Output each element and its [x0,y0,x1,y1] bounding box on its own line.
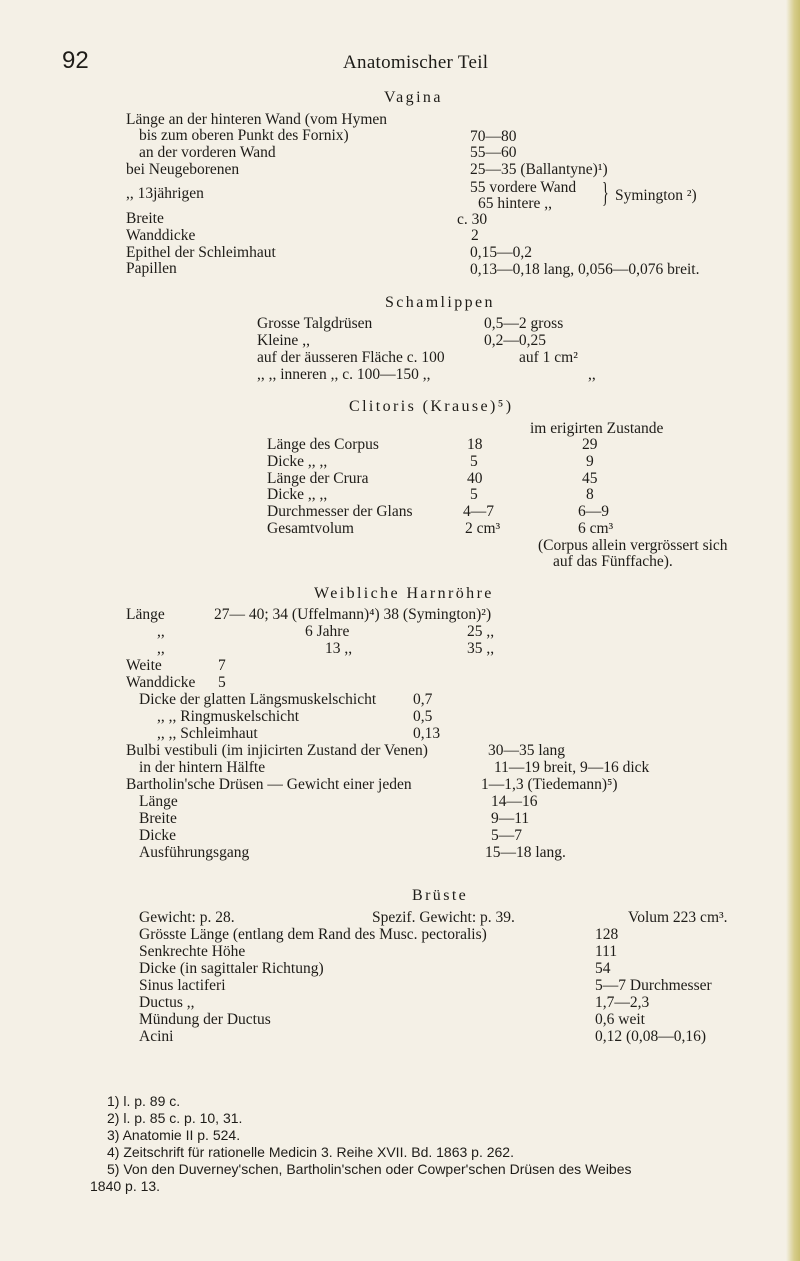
brueste-label: Ductus ,, [139,994,195,1011]
brueste-value: 128 [595,926,619,943]
brueste-value: 0,12 (0,08—0,16) [595,1028,707,1045]
harnroehre-value: 0,7 [413,691,433,708]
clitoris-value-erect: 6—9 [578,503,609,520]
clitoris-label: Gesamtvolum [267,520,354,537]
clitoris-label: Dicke ,, ,, [267,486,328,503]
clitoris-value: 2 cm³ [465,520,501,537]
schamlippen-value: 0,5—2 gross [484,315,564,332]
page-edge-shadow [786,0,800,1261]
vagina-value: c. 30 [457,211,488,228]
harnroehre-value: 9—11 [491,810,530,827]
clitoris-column-header: im erigirten Zustande [530,420,664,437]
harnroehre-value: 13 ,, [325,640,353,657]
harnroehre-label: Dicke der glatten Längsmuskelschicht [139,691,377,708]
clitoris-value: 40 [467,470,483,487]
clitoris-label: Dicke ,, ,, [267,453,328,470]
brueste-value: 1,7—2,3 [595,994,650,1011]
vagina-label: Breite [126,210,164,227]
schamlippen-value: ,, [588,366,596,383]
harnroehre-value: 25 ,, [467,623,495,640]
harnroehre-value: 7 [218,657,226,674]
vagina-label: an der vorderen Wand [139,144,276,161]
harnroehre-value: 11—19 breit, 9—16 dick [494,759,650,776]
running-title: Anatomischer Teil [343,52,489,73]
section-heading-brueste: Brüste [412,887,469,904]
schamlippen-value: 0,2—0,25 [484,332,546,349]
harnroehre-label: Länge [126,606,165,623]
vagina-label: Papillen [126,260,177,277]
harnroehre-value: 0,5 [413,708,433,725]
vagina-value: Symington ²) [615,187,697,204]
footnote: 1840 p. 13. [90,1178,161,1194]
vagina-value: 70—80 [470,128,517,145]
footnote: 4) Zeitschrift für rationelle Medicin 3. Reihe XVII. Bd. 1863 p. 262. [107,1144,514,1160]
brueste-value: 111 [595,943,618,960]
harnroehre-label: Ausführungsgang [139,844,250,861]
vagina-value: 2 [471,227,479,244]
section-heading-vagina: Vagina [384,89,443,106]
vagina-value: 25—35 (Ballantyne)¹) [470,161,608,178]
brueste-label: Grösste Länge (entlang dem Rand des Musc. pectoralis) [139,926,487,943]
schamlippen-label: Grosse Talgdrüsen [257,315,373,332]
clitoris-value-erect: 8 [586,486,594,503]
brueste-label: Dicke (in sagittaler Richtung) [139,960,324,977]
clitoris-value-erect: 29 [582,436,598,453]
harnroehre-value: 0,13 [413,725,441,742]
clitoris-label: Länge der Crura [267,470,369,487]
brueste-value: 0,6 weit [595,1011,645,1028]
vagina-label: ,, 13jährigen [126,185,204,202]
brueste-value: 5—7 Durchmesser [595,977,712,994]
clitoris-label: Durchmesser der Glans [267,503,413,520]
vagina-value: 65 hintere ,, [478,195,553,212]
harnroehre-value: 14—16 [491,793,538,810]
vagina-label: bei Neugeborenen [126,161,240,178]
harnroehre-label: Dicke [139,827,177,844]
vagina-label: bis zum oberen Punkt des Fornix) [139,127,349,144]
harnroehre-value: 30—35 lang [488,742,566,759]
harnroehre-value: 1—1,3 (Tiedemann)⁵) [481,776,618,793]
clitoris-value-erect: 9 [586,453,594,470]
harnroehre-label: ,, ,, Schleimhaut [157,725,258,742]
harnroehre-label: Länge [139,793,178,810]
clitoris-value: 5 [470,486,478,503]
vagina-value: 55 vordere Wand [470,179,577,196]
clitoris-value: 18 [467,436,483,453]
vagina-value: 0,13—0,18 lang, 0,056—0,076 breit. [470,261,700,278]
section-heading-schamlippen: Schamlippen [385,294,495,311]
brueste-line1: Gewicht: p. 28. [139,909,235,926]
brueste-line1: Spezif. Gewicht: p. 39. [372,909,515,926]
footnote: 3) Anatomie II p. 524. [107,1127,241,1143]
schamlippen-label: Kleine ,, [257,332,310,349]
clitoris-label: Länge des Corpus [267,436,379,453]
harnroehre-label: Bulbi vestibuli (im injicirten Zustand der Venen) [126,742,428,759]
vagina-value: 0,15—0,2 [470,244,532,261]
harnroehre-value: 35 ,, [467,640,495,657]
harnroehre-label: Bartholin'sche Drüsen — Gewicht einer jeden [126,776,412,793]
harnroehre-label: in der hintern Hälfte [139,759,266,776]
harnroehre-label: Breite [139,810,177,827]
brace-symbol: } [602,178,609,209]
harnroehre-value: 27— 40; 34 (Uffelmann)⁴) 38 (Symington)²) [214,606,492,623]
vagina-label: Wanddicke [126,227,196,244]
section-heading-harnroehre: Weibliche Harnröhre [314,585,494,602]
clitoris-note: (Corpus allein vergrössert sich [538,537,728,554]
vagina-label: Epithel der Schleimhaut [126,244,276,261]
clitoris-value: 5 [470,453,478,470]
section-heading-clitoris: Clitoris (Krause)⁵) [349,398,514,415]
ditto-mark: ,, [157,640,165,657]
harnroehre-label: ,, ,, Ringmuskelschicht [157,708,300,725]
brueste-label: Acini [139,1028,174,1045]
footnote: 2) l. p. 85 c. p. 10, 31. [107,1110,243,1126]
harnroehre-value: 6 Jahre [305,623,350,640]
ditto-mark: ,, [157,623,165,640]
clitoris-value-erect: 6 cm³ [578,520,614,537]
footnote: 1) l. p. 89 c. [107,1093,181,1109]
brueste-value: 54 [595,960,611,977]
vagina-value: 55—60 [470,144,517,161]
clitoris-value-erect: 45 [582,470,598,487]
schamlippen-label: auf der äusseren Fläche c. 100 [257,349,445,366]
harnroehre-label: Weite [126,657,162,674]
vagina-label: Länge an der hinteren Wand (vom Hymen [126,111,388,128]
schamlippen-label: ,, ,, inneren ,, c. 100—150 ,, [257,366,431,383]
harnroehre-value: 5—7 [491,827,522,844]
page-number: 92 [62,47,89,74]
footnote: 5) Von den Duverney'schen, Bartholin'schen oder Cowper'schen Drüsen des Weibes [107,1161,632,1177]
harnroehre-value: 15—18 lang. [485,844,566,861]
harnroehre-value: 5 [218,674,226,691]
brueste-label: Senkrechte Höhe [139,943,246,960]
brueste-line1: Volum 223 cm³. [628,909,728,926]
brueste-label: Mündung der Ductus [139,1011,271,1028]
brueste-label: Sinus lactiferi [139,977,226,994]
harnroehre-label: Wanddicke [126,674,196,691]
clitoris-value: 4—7 [463,503,494,520]
schamlippen-value: auf 1 cm² [519,349,578,366]
clitoris-note: auf das Fünffache). [553,553,673,570]
